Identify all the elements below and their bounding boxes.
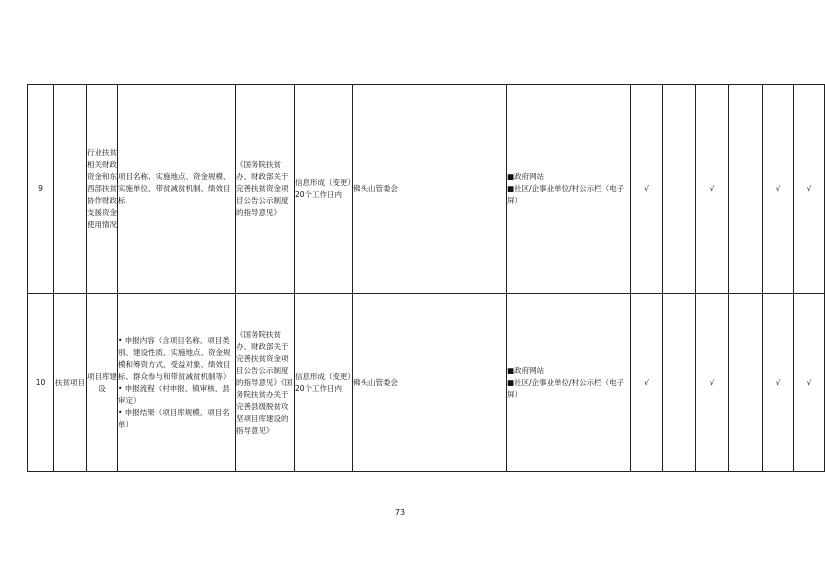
table-row (28, 294, 825, 472)
mark-cell (729, 294, 763, 472)
time-limit-cell: 信息形成（变更）20个工作日内 (295, 294, 353, 472)
mark-cell: √ (763, 294, 794, 472)
content-cell (118, 294, 236, 472)
mark-cell (663, 85, 696, 294)
mark-cell: √ (763, 85, 794, 294)
content-line: • 申报结果（项目库规模、项目名单） (118, 407, 230, 429)
mark-cell: √ (631, 85, 663, 294)
mark-cell: √ (696, 294, 729, 472)
mark-cell: √ (794, 294, 825, 472)
item-cell: 行业扶贫相关财政资金和东西部扶贫协作财政支援资金使用情况 (87, 85, 118, 294)
mark-cell: √ (631, 294, 663, 472)
content-line: • 申报内容（含项目名称、项目类别、建设性质、实施地点、资金规模和筹资方式、受益对象、绩效目标、群众参与和带贫减贫机制等） (118, 335, 231, 381)
time-limit-cell: 信息形成（变更）20个工作日内 (295, 85, 353, 294)
category-cell (54, 85, 87, 294)
channel-line: ■社区/企事业单位/村公示栏（电子屏） (507, 184, 625, 205)
content-line: 项目名称、实施地点、资金规模、实施单位、带贫减贫机制、绩效目标 (118, 172, 231, 205)
subject-cell: 佛头山管委会 (353, 294, 507, 472)
row-number: 9 (28, 85, 54, 294)
item-cell: 项目库建设 (87, 294, 118, 472)
content-line: • 申报流程（村申报、镇审核、县审定） (118, 383, 230, 405)
basis-cell: 《国务院扶贫办、财政部关于完善扶贫资金项目公告公示制度的指导意见》 (236, 85, 295, 294)
subject-cell: 佛头山管委会 (353, 85, 507, 294)
category-cell: 扶贫项目 (54, 294, 87, 472)
row-number: 10 (28, 294, 54, 472)
mark-cell (729, 85, 763, 294)
channel-line: ■政府网站 (507, 172, 545, 181)
channel-line: ■政府网站 (507, 365, 545, 375)
channel-line: ■社区/企事业单位/村公示栏（电子屏） (507, 377, 625, 399)
mark-cell: √ (794, 85, 825, 294)
channels-cell (507, 294, 631, 472)
mark-cell: √ (696, 85, 729, 294)
disclosure-table (27, 84, 825, 472)
table-row (28, 85, 825, 294)
channels-cell (507, 85, 631, 294)
content-cell (118, 85, 236, 294)
mark-cell (663, 294, 696, 472)
page-number: 73 (394, 508, 406, 517)
basis-cell: 《国务院扶贫办、财政部关于完善扶贫资金项目公告公示制度的指导意见》《国务院扶贫办关于完善县级脱贫攻坚项目库建设的指导意见》 (236, 294, 295, 472)
